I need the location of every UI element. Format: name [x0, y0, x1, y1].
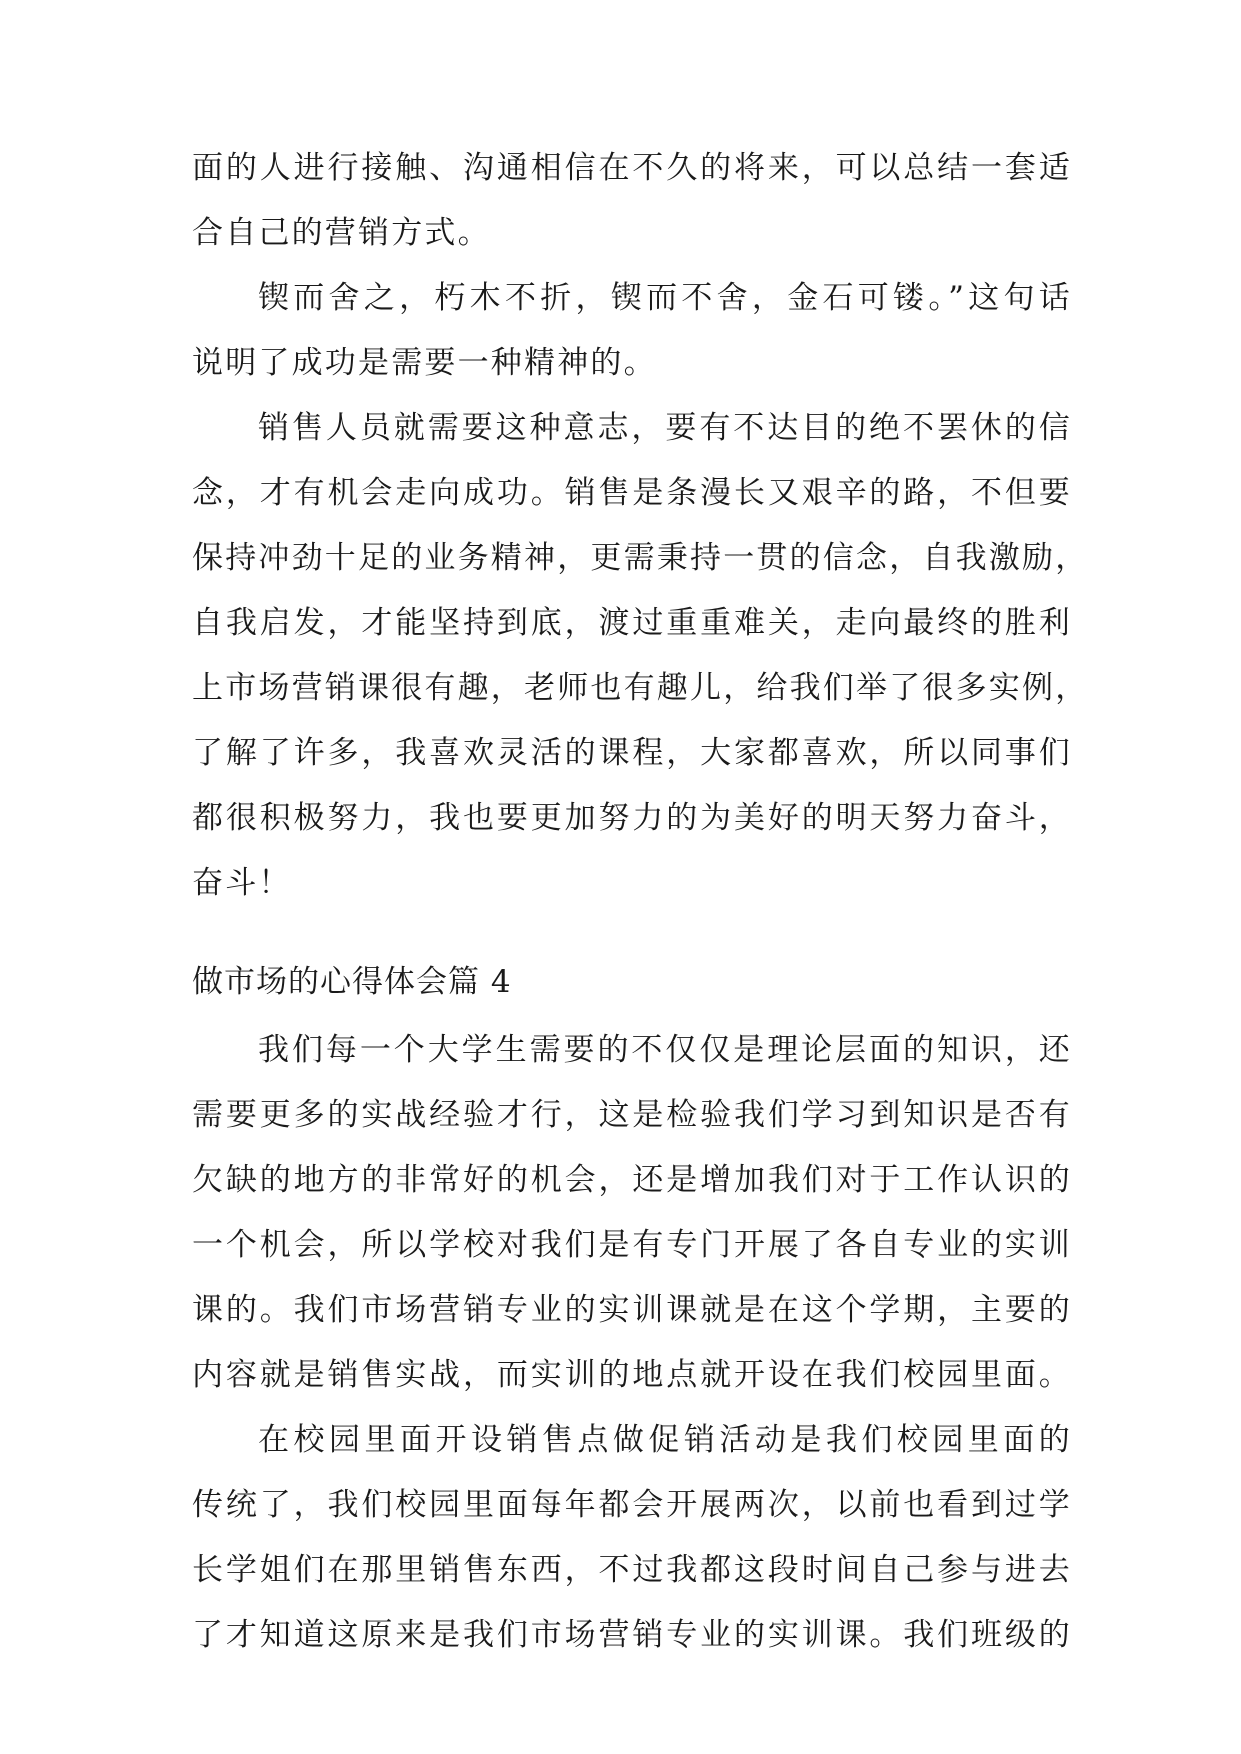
paragraph-3-line-2: 念，才有机会走向成功。销售是条漫长又艰辛的路，不但要	[192, 475, 1072, 511]
paragraph-3-line-7: 都很积极努力，我也要更加努力的为美好的明天努力奋斗，	[192, 800, 1072, 836]
paragraph-3-line-6: 了解了许多，我喜欢灵活的课程，大家都喜欢，所以同事们	[192, 735, 1072, 771]
paragraph-4-line-1: 我们每一个大学生需要的不仅仅是理论层面的知识，还	[258, 1032, 1072, 1068]
paragraph-3-line-5: 上市场营销课很有趣，老师也有趣儿，给我们举了很多实例，	[192, 670, 1089, 706]
paragraph-5-line-1: 在校园里面开设销售点做促销活动是我们校园里面的	[258, 1422, 1072, 1458]
paragraph-3-line-8: 奋斗！	[192, 865, 292, 901]
paragraph-1-line-1: 面的人进行接触、沟通相信在不久的将来，可以总结一套适	[192, 150, 1072, 186]
paragraph-1-line-2: 合自己的营销方式。	[192, 215, 491, 251]
paragraph-3-line-3: 保持冲劲十足的业务精神，更需秉持一贯的信念，自我激励，	[192, 540, 1089, 576]
paragraph-2-line-2: 说明了成功是需要一种精神的。	[192, 345, 657, 381]
paragraph-4-line-3: 欠缺的地方的非常好的机会，还是增加我们对于工作认识的	[192, 1162, 1072, 1198]
paragraph-3-line-4: 自我启发，才能坚持到底，渡过重重难关，走向最终的胜利	[192, 605, 1072, 641]
paragraph-5-line-3: 长学姐们在那里销售东西，不过我都这段时间自己参与进去	[192, 1552, 1072, 1588]
paragraph-4-line-5: 课的。我们市场营销专业的实训课就是在这个学期，主要的	[192, 1292, 1072, 1328]
paragraph-2-line-1: 锲而舍之，朽木不折，锲而不舍，金石可镂。”这句话	[258, 280, 1072, 316]
paragraph-4-line-2: 需要更多的实战经验才行，这是检验我们学习到知识是否有	[192, 1097, 1072, 1133]
paragraph-4-line-4: 一个机会，所以学校对我们是有专门开展了各自专业的实训	[192, 1227, 1072, 1263]
paragraph-5-line-4: 了才知道这原来是我们市场营销专业的实训课。我们班级的	[192, 1617, 1072, 1653]
paragraph-5-line-2: 传统了，我们校园里面每年都会开展两次，以前也看到过学	[192, 1487, 1072, 1523]
section-heading: 做市场的心得体会篇 4	[192, 964, 512, 1000]
paragraph-3-line-1: 销售人员就需要这种意志，要有不达目的绝不罢休的信	[258, 410, 1072, 446]
paragraph-4-line-6: 内容就是销售实战，而实训的地点就开设在我们校园里面。	[192, 1357, 1072, 1393]
